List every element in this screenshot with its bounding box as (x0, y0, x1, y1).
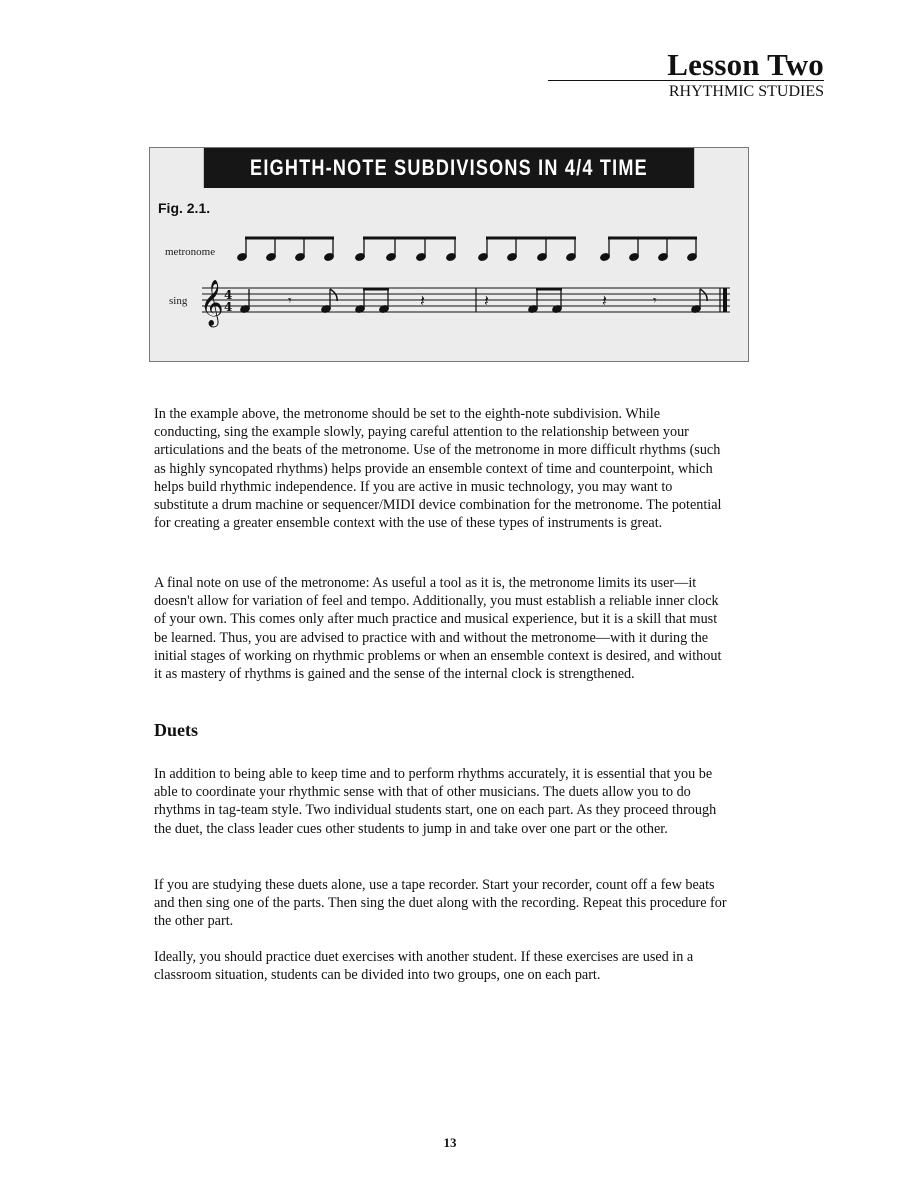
treble-clef-icon: 𝄞 (200, 280, 224, 326)
header-rule (548, 80, 824, 81)
paragraph-duets-alone: If you are studying these duets alone, use a tape recorder. Start your recorder, count off a few beats and then sing one of the parts. Then sing the duet along with the recording. Repeat this procedure for the other part. (154, 877, 727, 930)
sing-eighth-note (691, 289, 707, 314)
sing-quarter-note (240, 289, 251, 314)
eighth-rest-icon: 𝄾 (288, 293, 292, 309)
time-signature-top: 4 (224, 288, 233, 302)
quarter-rest-icon: 𝄽 (602, 291, 607, 310)
paragraph-duets-classroom: Ideally, you should practice duet exercises with another student. If these exercises are used in a classroom situation, students can be divided into two groups, one on each part. (154, 949, 694, 984)
paragraph-metronome-usage: In the example above, the metronome should be set to the eighth-note subdivision. While conducting, sing the example slowly, paying careful attention to the relationship between your articulations and the beats of the metronome. Use of the metronome in more difficult rhythms (such as highly syncopated rhythms) helps provide an ensemble context of time and counterpoint, which helps build rhythmic independence. If you are active in music technology, you may want to substitute a drum machine or sequencer/MIDI device combination for the metronome. The potential for creating a greater ensemble context with the use of these types of instruments is great. (154, 406, 722, 532)
metronome-beat-group-2 (355, 238, 457, 262)
sing-staff (200, 280, 730, 328)
figure-box (149, 147, 749, 362)
lesson-header (548, 48, 824, 102)
sing-eighth-note (321, 289, 337, 314)
section-heading-duets: Duets (154, 720, 198, 740)
sing-label: sing (169, 295, 188, 307)
metronome-beat-group-4 (600, 238, 698, 262)
figure-banner: EIGHTH-NOTE SUBDIVISONS IN 4/4 TIME (204, 148, 694, 188)
music-notation (150, 148, 750, 363)
quarter-rest-icon: 𝄽 (420, 291, 425, 310)
lesson-title: Lesson Two (667, 47, 824, 82)
time-signature-bottom: 4 (224, 300, 233, 314)
metronome-label: metronome (165, 246, 216, 258)
sing-beamed-eighths (355, 289, 390, 314)
eighth-rest-icon: 𝄾 (653, 293, 657, 309)
quarter-rest-icon: 𝄽 (484, 291, 489, 310)
metronome-beat-group-1 (237, 238, 335, 262)
lesson-subtitle: RHYTHMIC STUDIES (668, 83, 824, 100)
paragraph-metronome-limits: A final note on use of the metronome: As useful a tool as it is, the metronome limits its user—it doesn't allow for variation of feel and tempo. Additionally, you must establish a reliable inner clock of your own. This comes only after much practice and musical experience, but it is a skill that must be learned. Thus, you are advised to practice with and without the metronome—with it during the initial stages of working on rhythmic problems or when an ensemble context is desired, and without it as mastery of rhythms is gained and the sense of the internal clock is strengthened. (154, 575, 722, 683)
page-number: 13 (443, 1135, 457, 1150)
figure-label: Fig. 2.1. (158, 200, 211, 216)
metronome-beat-group-3 (478, 238, 577, 262)
paragraph-duets-intro: In addition to being able to keep time and to perform rhythms accurately, it is essential that you be able to coordinate your rhythmic sense with that of other musicians. The duets allow you to do rhythms in tag-team style. Two individual students start, one on each part. As they proceed through the duet, the class leader cues other students to jump in and take over one part or the other. (154, 766, 717, 837)
sing-beamed-eighths (528, 289, 563, 314)
metronome-rhythm (237, 238, 698, 262)
